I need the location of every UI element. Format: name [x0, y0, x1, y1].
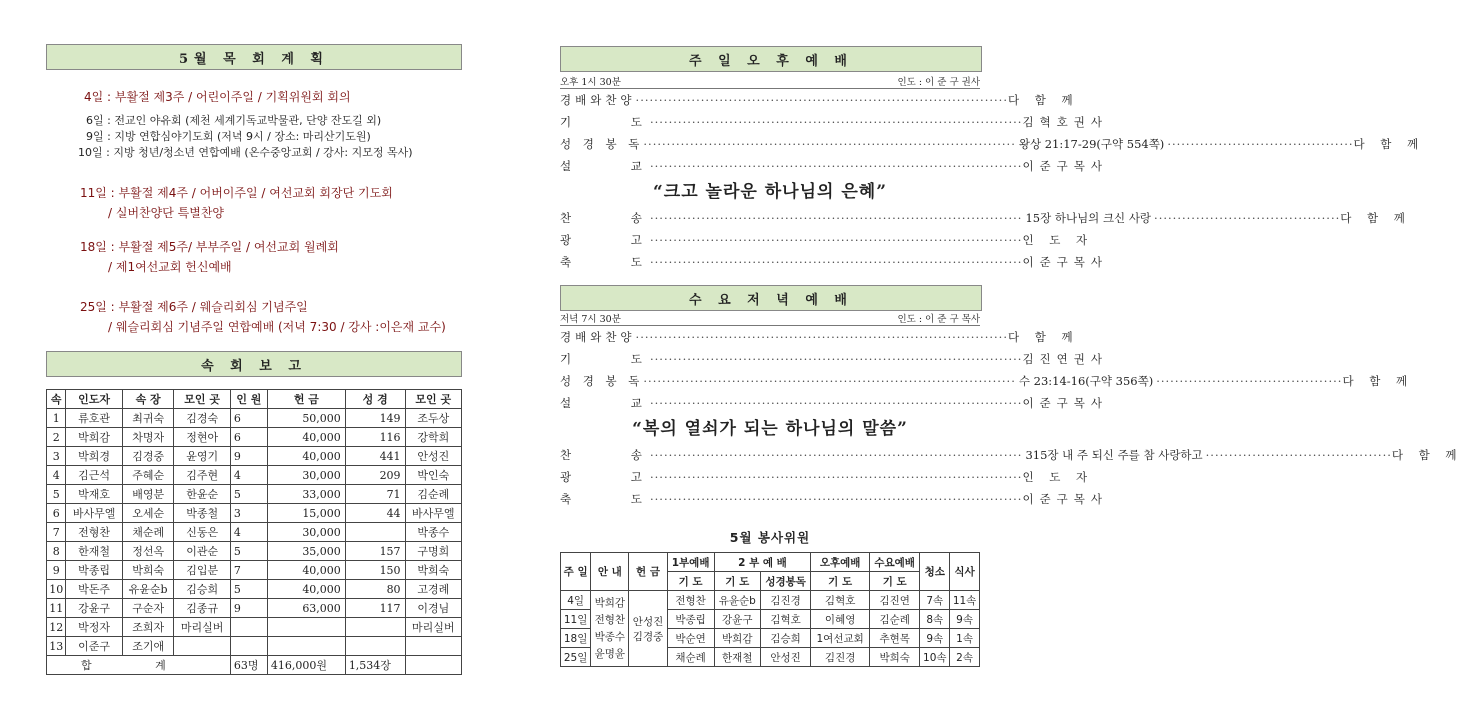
- table-cell: 117: [345, 599, 405, 618]
- vh-clean: 청소: [920, 553, 950, 591]
- order-label: [560, 447, 670, 463]
- order-row: [560, 466, 1094, 488]
- table-cell: 441: [345, 447, 405, 466]
- table-cell: 박종수: [405, 523, 461, 542]
- order-label: [560, 136, 643, 152]
- leader-dots: ················································································: [650, 448, 1023, 462]
- vh-second-read: 성경봉독: [760, 572, 810, 591]
- order-person: 이준구목사: [1022, 396, 1108, 410]
- table-cell: 박종립: [66, 561, 122, 580]
- table-row: [47, 618, 462, 637]
- table-cell: 6: [230, 428, 267, 447]
- order-person: 김진연권사: [1022, 352, 1108, 366]
- table-row: [47, 637, 462, 656]
- order-label-text: 기 도: [560, 115, 670, 129]
- order-label: [560, 92, 636, 108]
- table-cell: 김순례: [405, 485, 461, 504]
- order-label: [560, 329, 636, 345]
- table-cell: 35,000: [267, 542, 345, 561]
- vol-wed: 김진연: [869, 591, 919, 610]
- report-col-header: 속 장: [122, 390, 174, 409]
- order-detail: 왕상 21:17-29(구약 554쪽): [1018, 137, 1165, 151]
- total-bible: 1,534장: [345, 656, 405, 675]
- table-cell: [405, 637, 461, 656]
- vol-week: 25일: [561, 648, 591, 667]
- vol-second-read: 김승희: [760, 629, 810, 648]
- order-label-text: 경배와찬양: [560, 330, 636, 344]
- order-row: [560, 133, 1425, 155]
- vol-week: 18일: [561, 629, 591, 648]
- order-person: 다 함 께: [1008, 93, 1079, 107]
- table-cell: 구명희: [405, 542, 461, 561]
- afternoon-leader: 인도 : 이 준 구 권사: [897, 77, 980, 88]
- table-cell: 5: [230, 485, 267, 504]
- order-detail: 315장 내 주 되신 주를 참 사랑하고: [1025, 448, 1203, 462]
- report-col-header: 모인 곳: [174, 390, 230, 409]
- order-label-text: 성 경 봉 독: [560, 137, 644, 151]
- table-cell: 한윤순: [174, 485, 230, 504]
- order-label: [560, 373, 643, 389]
- table-cell: 조희자: [122, 618, 174, 637]
- table-cell: [345, 523, 405, 542]
- wednesday-sermon-title: “복의 열쇠가 되는 하나님의 말씀”: [632, 419, 908, 439]
- table-cell: 한재철: [66, 542, 122, 561]
- order-label: [560, 491, 670, 507]
- vol-wed: 추현목: [869, 629, 919, 648]
- table-cell: 김주현: [174, 466, 230, 485]
- order-label: [560, 114, 670, 130]
- order-row: [560, 229, 1094, 251]
- table-cell: [230, 618, 267, 637]
- leader-dots: ················································································: [650, 211, 1023, 225]
- table-row: [47, 504, 462, 523]
- table-cell: 박재호: [66, 485, 122, 504]
- schedule-line: 9일 : 지방 연합심야기도회 (저녁 9시 / 장소: 마리산기도원): [86, 130, 371, 143]
- afternoon-time-line: [560, 74, 980, 89]
- table-row: [47, 523, 462, 542]
- table-cell: 강학희: [405, 428, 461, 447]
- afternoon-time: 오후 1시 30분: [560, 77, 621, 88]
- table-cell: 6: [47, 504, 66, 523]
- report-table: [46, 389, 462, 675]
- table-cell: 15,000: [267, 504, 345, 523]
- order-label: [560, 232, 670, 248]
- leader-dots: ················································································: [650, 396, 1023, 410]
- vol-wed: 박희숙: [869, 648, 919, 667]
- table-cell: 윤영기: [174, 447, 230, 466]
- vol-clean: 7속: [920, 591, 950, 610]
- vol-meal: 9속: [950, 610, 980, 629]
- table-row: [47, 542, 462, 561]
- vol-offering: 안성진 김경중: [629, 591, 667, 667]
- report-total-row: [47, 656, 462, 675]
- table-cell: 배영분: [122, 485, 174, 504]
- vh-second: 2 부 예 배: [714, 553, 811, 572]
- table-cell: 13: [47, 637, 66, 656]
- schedule-line: / 웨슬리회심 기념주일 연합예배 (저녁 7:30 / 강사 :이은재 교수): [108, 320, 446, 334]
- vol-meal: 2속: [950, 648, 980, 667]
- table-cell: 80: [345, 580, 405, 599]
- table-cell: 10: [47, 580, 66, 599]
- order-detail: 수 23:14-16(구약 356쪽): [1018, 374, 1154, 388]
- leader-dots: ················································································: [650, 255, 1023, 269]
- table-cell: 33,000: [267, 485, 345, 504]
- table-cell: 9: [230, 599, 267, 618]
- wednesday-order: [560, 326, 1414, 414]
- leader-dots: ················································································: [643, 137, 1016, 151]
- vh-wed-pray: 기 도: [869, 572, 919, 591]
- table-cell: 5: [230, 542, 267, 561]
- table-cell: 40,000: [267, 580, 345, 599]
- vh-first: 1부예배: [667, 553, 714, 572]
- table-row: [47, 466, 462, 485]
- vh-offering: 헌 금: [629, 553, 667, 591]
- leader-dots: ················································································: [650, 159, 1023, 173]
- table-cell: 박정자: [66, 618, 122, 637]
- order-row: [560, 392, 1108, 414]
- table-cell: 9: [47, 561, 66, 580]
- table-cell: 209: [345, 466, 405, 485]
- schedule-line: 4일 : 부활절 제3주 / 어린이주일 / 기획위원회 회의: [84, 90, 351, 104]
- order-label-text: 기 도: [560, 352, 670, 366]
- vol-clean: 8속: [920, 610, 950, 629]
- vh-afternoon-pray: 기 도: [811, 572, 870, 591]
- table-cell: 11: [47, 599, 66, 618]
- report-col-header: 성 경: [345, 390, 405, 409]
- total-label: 합 계: [47, 656, 231, 675]
- table-cell: 116: [345, 428, 405, 447]
- table-row: [47, 447, 462, 466]
- afternoon-service: [560, 74, 1425, 273]
- order-label-text: 축 도: [560, 255, 670, 269]
- table-row: [47, 485, 462, 504]
- vol-second-read: 김진경: [760, 591, 810, 610]
- wednesday-leader: 인도 : 이 준 구 목사: [897, 314, 980, 325]
- vol-afternoon: 1여선교회: [811, 629, 870, 648]
- table-cell: 4: [230, 466, 267, 485]
- table-cell: 71: [345, 485, 405, 504]
- table-row: [47, 580, 462, 599]
- table-cell: 정선옥: [122, 542, 174, 561]
- order-row: [560, 444, 1463, 466]
- table-cell: 조기애: [122, 637, 174, 656]
- order-label-text: 찬 송: [560, 448, 670, 462]
- order-label: [560, 158, 670, 174]
- table-cell: 신동은: [174, 523, 230, 542]
- volunteers-table: [560, 552, 980, 667]
- vol-afternoon: 김혁호: [811, 591, 870, 610]
- vol-first: 전형찬: [667, 591, 714, 610]
- report-col-header: 모인 곳: [405, 390, 461, 409]
- table-cell: 2: [47, 428, 66, 447]
- vol-week: 4일: [561, 591, 591, 610]
- table-cell: 4: [47, 466, 66, 485]
- schedule-header: 5월 목 회 계 획: [46, 44, 462, 70]
- table-cell: 김입분: [174, 561, 230, 580]
- vol-first: 박순연: [667, 629, 714, 648]
- afternoon-order-2: [560, 207, 1411, 273]
- wednesday-service: [560, 311, 1463, 510]
- order-label-text: 성 경 봉 독: [560, 374, 644, 388]
- leader-dots: ········································: [1205, 448, 1392, 462]
- leader-dots: ················································································: [650, 352, 1023, 366]
- vol-second-pray: 강윤구: [714, 610, 760, 629]
- leader-dots: ················································································: [635, 93, 1008, 107]
- vol-week: 11일: [561, 610, 591, 629]
- table-cell: 박종철: [174, 504, 230, 523]
- table-cell: [174, 637, 230, 656]
- order-person: 이준구목사: [1022, 492, 1108, 506]
- vol-wed: 김순례: [869, 610, 919, 629]
- report-col-header: 인도자: [66, 390, 122, 409]
- vol-meal: 1속: [950, 629, 980, 648]
- table-cell: 3: [47, 447, 66, 466]
- order-detail: 15장 하나님의 크신 사랑: [1025, 211, 1152, 225]
- order-row: [560, 111, 1108, 133]
- table-row: [47, 561, 462, 580]
- schedule-line: 6일 : 전교인 야유회 (제천 세계기독교박물관, 단양 잔도길 외): [86, 114, 382, 127]
- table-cell: [345, 618, 405, 637]
- table-cell: 이관순: [174, 542, 230, 561]
- table-cell: 마리실버: [405, 618, 461, 637]
- order-row: [560, 207, 1411, 229]
- table-cell: 40,000: [267, 447, 345, 466]
- schedule-line: / 실버찬양단 특별찬양: [108, 206, 225, 220]
- order-person: 다 함 께: [1353, 137, 1425, 151]
- table-cell: 고경례: [405, 580, 461, 599]
- order-person: 이준구목사: [1022, 255, 1108, 269]
- order-row: [560, 155, 1108, 177]
- order-row: [560, 348, 1108, 370]
- schedule-line: 10일 : 지방 청년/청소년 연합예배 (온수중앙교회 / 강사: 지모정 목사): [78, 146, 413, 159]
- leader-dots: ················································································: [643, 374, 1016, 388]
- table-cell: [345, 637, 405, 656]
- table-row: [47, 428, 462, 447]
- order-row: [560, 89, 1079, 111]
- order-row: [560, 488, 1108, 510]
- table-cell: 박희경: [66, 447, 122, 466]
- order-label: [560, 469, 670, 485]
- table-cell: 박인숙: [405, 466, 461, 485]
- order-person: 인 도 자: [1022, 233, 1094, 247]
- order-row: [560, 326, 1079, 348]
- leader-dots: ················································································: [650, 233, 1023, 247]
- table-cell: 바사무엘: [405, 504, 461, 523]
- leader-dots: ········································: [1156, 374, 1343, 388]
- table-cell: 주혜순: [122, 466, 174, 485]
- table-cell: 40,000: [267, 428, 345, 447]
- table-cell: 149: [345, 409, 405, 428]
- table-cell: 5: [47, 485, 66, 504]
- vol-meal: 11속: [950, 591, 980, 610]
- leader-dots: ················································································: [650, 492, 1023, 506]
- table-cell: 김경숙: [174, 409, 230, 428]
- table-cell: 3: [230, 504, 267, 523]
- table-cell: 7: [230, 561, 267, 580]
- table-cell: 6: [230, 409, 267, 428]
- total-people: 63명: [230, 656, 267, 675]
- table-cell: 김승희: [174, 580, 230, 599]
- table-row: [47, 409, 462, 428]
- vh-afternoon: 오후예배: [811, 553, 870, 572]
- schedule-line: 18일 : 부활절 제5주/ 부부주일 / 여선교회 월례회: [80, 240, 339, 254]
- leader-dots: ········································: [1167, 137, 1354, 151]
- order-person: 다 함 께: [1342, 374, 1414, 388]
- vh-week: 주 일: [561, 553, 591, 591]
- wednesday-time-line: [560, 311, 980, 326]
- vol-clean: 9속: [920, 629, 950, 648]
- schedule-line: 25일 : 부활절 제6주 / 웨슬리회심 기념주일: [80, 300, 308, 314]
- table-cell: 박희숙: [122, 561, 174, 580]
- volunteers-title: 5월 봉사위원: [729, 530, 811, 545]
- table-cell: 강윤구: [66, 599, 122, 618]
- wednesday-order-2: [560, 444, 1463, 510]
- report-col-header: 속: [47, 390, 66, 409]
- order-person: 인 도 자: [1022, 470, 1094, 484]
- table-cell: 전형찬: [66, 523, 122, 542]
- table-cell: 채순례: [122, 523, 174, 542]
- vh-first-pray: 기 도: [667, 572, 714, 591]
- order-label-text: 설 교: [560, 396, 670, 410]
- order-row: [560, 251, 1108, 273]
- total-offering: 416,000원: [267, 656, 345, 675]
- order-label-text: 찬 송: [560, 211, 670, 225]
- table-cell: 63,000: [267, 599, 345, 618]
- leader-dots: ················································································: [650, 470, 1023, 484]
- vol-afternoon: 이혜영: [811, 610, 870, 629]
- table-cell: 안성진: [405, 447, 461, 466]
- table-row: [47, 599, 462, 618]
- order-person: 다 함 께: [1008, 330, 1079, 344]
- table-row: [561, 591, 980, 610]
- wednesday-time: 저녁 7시 30분: [560, 314, 621, 325]
- table-cell: 50,000: [267, 409, 345, 428]
- total-blank: [405, 656, 461, 675]
- vol-second-pray: 유윤순b: [714, 591, 760, 610]
- schedule-line: / 제1여선교회 헌신예배: [108, 260, 232, 274]
- table-cell: 40,000: [267, 561, 345, 580]
- schedule-line: 11일 : 부활절 제4주 / 어버이주일 / 여선교회 회장단 기도회: [80, 186, 393, 200]
- table-cell: 구순자: [122, 599, 174, 618]
- vol-second-read: 김혁호: [760, 610, 810, 629]
- table-cell: 조두상: [405, 409, 461, 428]
- vol-second-read: 안성진: [760, 648, 810, 667]
- leader-dots: ········································: [1154, 211, 1341, 225]
- table-cell: 이준구: [66, 637, 122, 656]
- table-cell: [267, 618, 345, 637]
- table-cell: [267, 637, 345, 656]
- table-cell: 박희숙: [405, 561, 461, 580]
- vol-first: 채순례: [667, 648, 714, 667]
- vol-second-pray: 한재철: [714, 648, 760, 667]
- order-person: 이준구목사: [1022, 159, 1108, 173]
- table-cell: 157: [345, 542, 405, 561]
- order-person: 김혁호권사: [1022, 115, 1108, 129]
- vol-clean: 10속: [920, 648, 950, 667]
- table-cell: 김종규: [174, 599, 230, 618]
- table-cell: 류호관: [66, 409, 122, 428]
- order-label-text: 광 고: [560, 233, 670, 247]
- table-cell: 유윤순b: [122, 580, 174, 599]
- order-row: [560, 370, 1414, 392]
- table-cell: 차명자: [122, 428, 174, 447]
- order-label-text: 설 교: [560, 159, 670, 173]
- report-header: 속 회 보 고: [46, 351, 462, 377]
- table-cell: 7: [47, 523, 66, 542]
- order-person: 다 함 께: [1340, 211, 1411, 225]
- order-label: [560, 210, 670, 226]
- leader-dots: ················································································: [635, 330, 1008, 344]
- vh-meal: 식사: [950, 553, 980, 591]
- table-cell: 9: [230, 447, 267, 466]
- vh-guide: 안 내: [591, 553, 629, 591]
- table-cell: 최귀숙: [122, 409, 174, 428]
- wednesday-header: 수 요 저 녁 예 배: [560, 285, 982, 311]
- vh-second-pray: 기 도: [714, 572, 760, 591]
- table-cell: 44: [345, 504, 405, 523]
- table-cell: 김경중: [122, 447, 174, 466]
- table-cell: [230, 637, 267, 656]
- order-label: [560, 254, 670, 270]
- table-cell: 정현아: [174, 428, 230, 447]
- table-cell: 1: [47, 409, 66, 428]
- table-cell: 30,000: [267, 523, 345, 542]
- vol-second-pray: 박희감: [714, 629, 760, 648]
- table-cell: 12: [47, 618, 66, 637]
- order-person: 다 함 께: [1391, 448, 1463, 462]
- table-cell: 4: [230, 523, 267, 542]
- table-cell: 마리실버: [174, 618, 230, 637]
- table-cell: 바사무엘: [66, 504, 122, 523]
- table-cell: 김근석: [66, 466, 122, 485]
- vh-wed: 수요예배: [869, 553, 919, 572]
- vol-afternoon: 김진경: [811, 648, 870, 667]
- table-cell: 박희감: [66, 428, 122, 447]
- table-cell: 이경님: [405, 599, 461, 618]
- vol-first: 박종립: [667, 610, 714, 629]
- order-label-text: 광 고: [560, 470, 670, 484]
- order-label-text: 축 도: [560, 492, 670, 506]
- table-cell: 오세순: [122, 504, 174, 523]
- table-cell: 150: [345, 561, 405, 580]
- afternoon-header: 주 일 오 후 예 배: [560, 46, 982, 72]
- afternoon-order: [560, 89, 1425, 177]
- order-label: [560, 351, 670, 367]
- order-label: [560, 395, 670, 411]
- table-cell: 5: [230, 580, 267, 599]
- order-label-text: 경배와찬양: [560, 93, 636, 107]
- leader-dots: ················································································: [650, 115, 1023, 129]
- report-col-header: 헌 금: [267, 390, 345, 409]
- table-cell: 8: [47, 542, 66, 561]
- vol-guide: 박희감 전형찬 박종수 윤명윤: [591, 591, 629, 667]
- report-col-header: 인 원: [230, 390, 267, 409]
- table-cell: 박돈주: [66, 580, 122, 599]
- table-cell: 30,000: [267, 466, 345, 485]
- afternoon-sermon-title: “크고 놀라운 하나님의 은혜”: [653, 182, 887, 202]
